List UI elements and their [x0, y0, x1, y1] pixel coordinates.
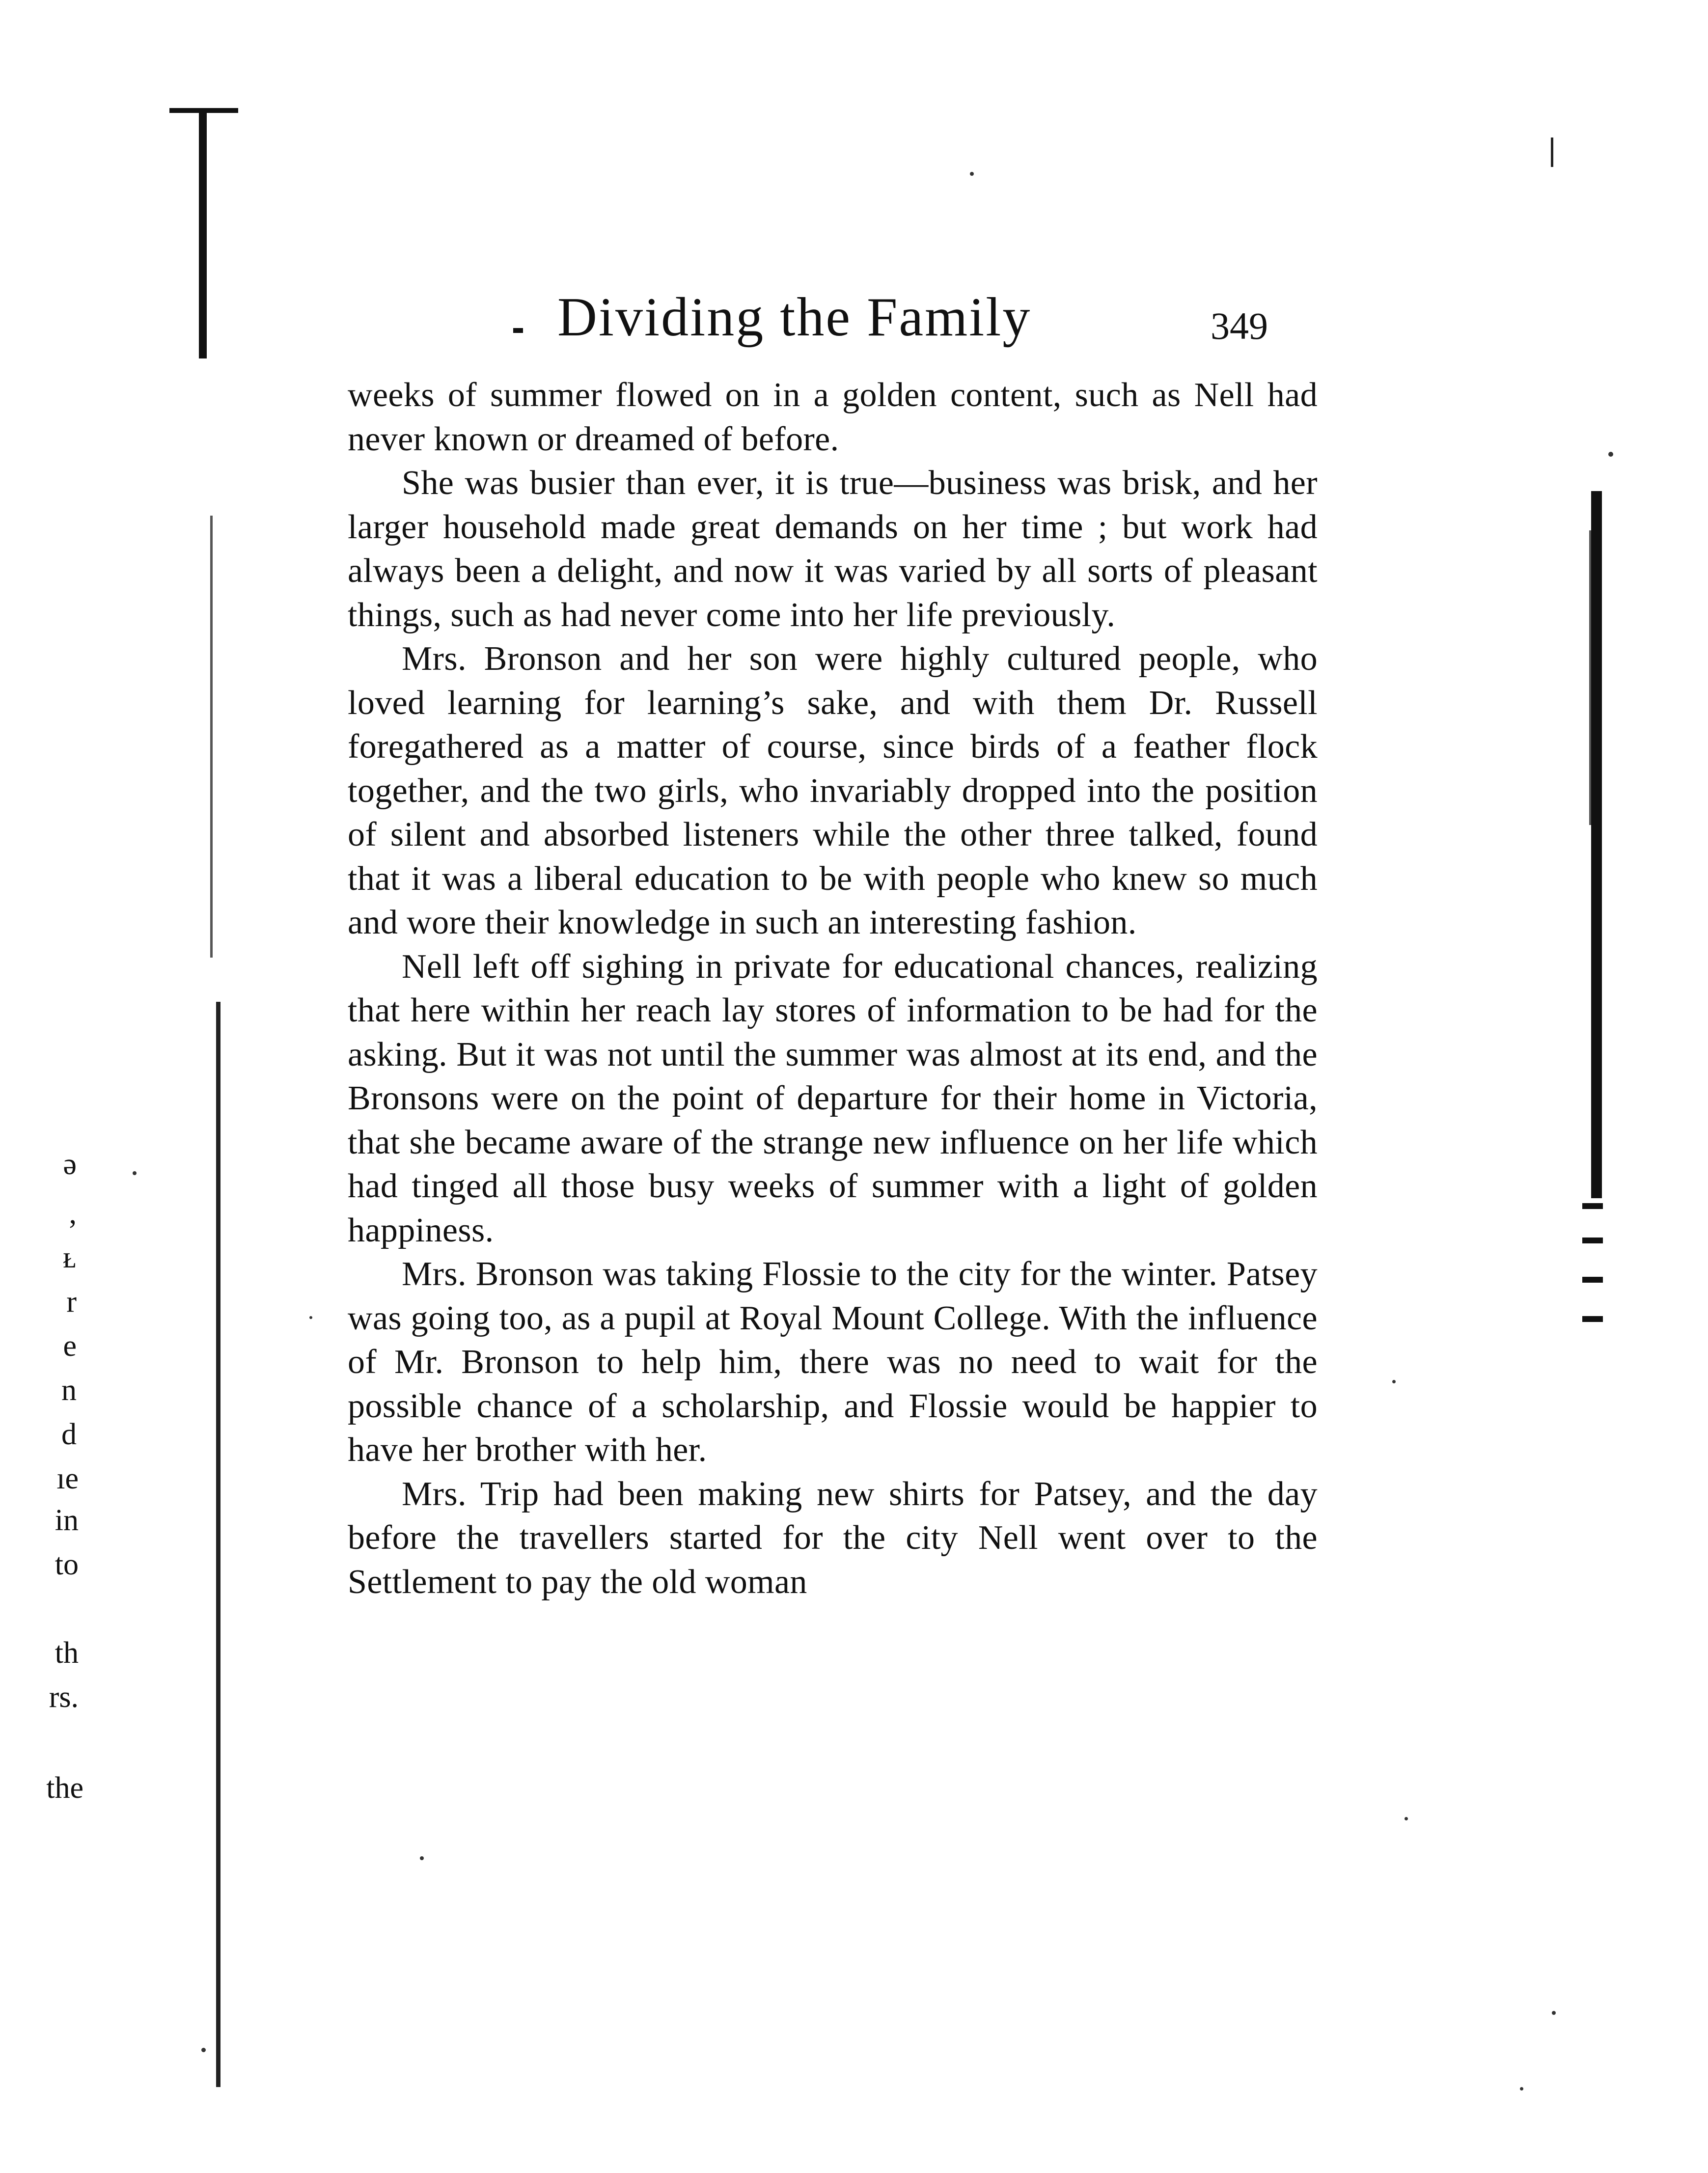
right-edge-tick — [1551, 138, 1553, 167]
binding-edge-line — [199, 110, 207, 358]
scan-speck — [1520, 2087, 1523, 2090]
right-edge-dash — [1582, 1277, 1603, 1283]
scan-speck — [1608, 452, 1613, 457]
facing-fragment: to — [55, 1548, 79, 1581]
facing-fragment: th — [55, 1636, 79, 1670]
facing-fragment: rs. — [49, 1680, 79, 1714]
right-edge-dash — [1582, 1203, 1603, 1209]
scan-speck — [1392, 1380, 1396, 1383]
facing-fragment: ᴌ — [63, 1241, 77, 1274]
facing-fragment: e — [63, 1329, 77, 1363]
binding-edge-line-lower — [216, 1002, 220, 2087]
body-text — [348, 373, 1318, 1604]
paragraph: Nell left off sighing in private for educational chances, realizing that here within her reach lay stores of information to be had for the asking. But it was not until the summer was almost at its end, and the Bronsons were on the point of departure for their home in Victoria, that she became aware of the strange new influence on her life which had tinged all those busy weeks of summer with a light of golden happiness. — [348, 947, 1318, 1249]
paragraph: She was busier than ever, it is true—business was brisk, and her larger household made great demands on her time ; but work had always been a delight, and now it was varied by all sorts of pleasant things, such as had never come into her life previously. — [348, 464, 1318, 634]
facing-fragment: in — [55, 1504, 79, 1537]
facing-fragment: , — [69, 1197, 77, 1230]
scan-speck — [970, 172, 974, 176]
paragraph: weeks of summer flowed on in a golden content, such as Nell had never known or dreamed of before. — [348, 376, 1318, 458]
scan-speck — [1405, 1817, 1408, 1820]
right-edge-dash — [1582, 1316, 1603, 1322]
scan-speck — [133, 1171, 137, 1175]
facing-fragment: ıe — [56, 1462, 79, 1495]
facing-fragment: the — [46, 1771, 83, 1805]
scan-speck — [1552, 2011, 1556, 2015]
facing-fragment: ə — [63, 1148, 77, 1181]
right-edge-dash — [1582, 1238, 1603, 1243]
paragraph: Mrs. Trip had been making new shirts for Patsey, and the day before the travellers started for the city Nell went over to the Settlement to pay the old woman — [348, 1475, 1318, 1601]
scan-speck — [309, 1316, 312, 1319]
paragraph: Mrs. Bronson was taking Flossie to the city for the winter. Patsey was going too, as a pupil at Royal Mount College. With the influence of Mr. Bronson to help him, there was no need to wait for the possible chance of a scholarship, and Flossie would be happier to have her brother with her. — [348, 1255, 1318, 1469]
header-bullet — [513, 328, 523, 333]
binding-edge-line-mid — [210, 516, 213, 958]
facing-fragment: d — [61, 1418, 77, 1451]
running-title: Dividing the Family — [557, 287, 1032, 348]
page-number: 349 — [1211, 304, 1268, 347]
facing-fragment: n — [61, 1374, 77, 1407]
right-edge-shadow — [1591, 491, 1602, 1198]
facing-fragment: r — [66, 1285, 77, 1319]
paragraph: Mrs. Bronson and her son were highly cultured people, who loved learning for learning’s sake, and with them Dr. Russell foregathered as a matter of course, since birds of a feather flock together, and the two girls, who invariably dropped into the position of silent and absorbed listeners while the other three talked, found that it was a liberal education to be with people who knew so much and wore their knowledge in such an interesting fashion. — [348, 640, 1318, 941]
scan-speck — [420, 1856, 424, 1860]
scan-speck — [201, 2048, 206, 2052]
